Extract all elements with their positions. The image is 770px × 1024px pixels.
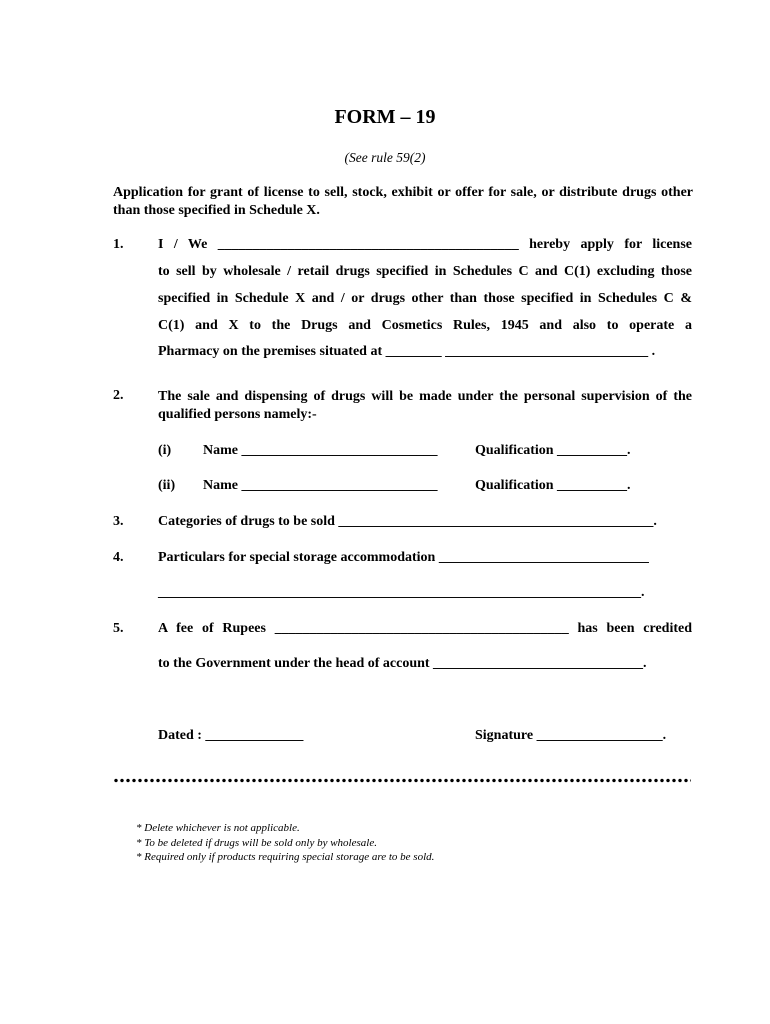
- page-title: FORM – 19: [334, 106, 436, 128]
- item-2-number: 2.: [113, 388, 124, 403]
- person-2-qualification-field: Qualification __________.: [475, 478, 631, 493]
- dated-field: Dated : ______________: [158, 728, 304, 743]
- item-1-line-2: to sell by wholesale / retail drugs specified in Schedules C and C(1) excluding those: [158, 264, 692, 279]
- rule-reference: (See rule 59(2): [344, 150, 426, 165]
- footnote: * To be deleted if drugs will be sold only by wholesale.: [136, 836, 377, 849]
- item-1-line-5: Pharmacy on the premises situated at ________ _____________________________ .: [158, 344, 656, 359]
- signature-field: Signature __________________.: [475, 728, 667, 743]
- item-5-number: 5.: [113, 621, 124, 636]
- item-5-line-1: A fee of Rupees __________________________________________ has been credited: [158, 621, 692, 636]
- footnotes: [136, 821, 434, 865]
- dotted-separator: [113, 778, 691, 783]
- item-1-line-3: specified in Schedule X and / or drugs other than those specified in Schedules C &: [158, 291, 692, 306]
- item-2-text: The sale and dispensing of drugs will be made under the personal supervision of the qualified persons namely:-: [158, 389, 692, 422]
- person-2-label: (ii): [158, 478, 176, 493]
- item-1-number: 1.: [113, 237, 124, 252]
- item-4-line-2: _____________________________________________________________________.: [158, 585, 645, 600]
- footnote: * Required only if products requiring special storage are to be sold.: [136, 851, 435, 863]
- item-5-line-2: to the Government under the head of account ______________________________.: [158, 656, 647, 671]
- person-1-qualification-field: Qualification __________.: [475, 443, 631, 458]
- item-4-number: 4.: [113, 550, 124, 565]
- person-2-name-field: Name ____________________________: [203, 478, 438, 493]
- item-3-text: Categories of drugs to be sold _____________________________________________.: [158, 514, 657, 529]
- item-1-line-4: C(1) and X to the Drugs and Cosmetics Rules, 1945 and also to operate a: [158, 318, 692, 333]
- footnote: * Delete whichever is not applicable.: [136, 822, 300, 834]
- application-intro: Application for grant of license to sell, stock, exhibit or offer for sale, or distribute drugs other than those specified in Schedule X.: [113, 185, 693, 218]
- item-4-line-1: Particulars for special storage accommodation ______________________________: [158, 550, 649, 565]
- person-1-label: (i): [158, 443, 172, 458]
- item-3-number: 3.: [113, 514, 124, 529]
- item-1-line-1: I / We ___________________________________________ hereby apply for license: [158, 237, 692, 252]
- person-1-name-field: Name ____________________________: [203, 443, 438, 458]
